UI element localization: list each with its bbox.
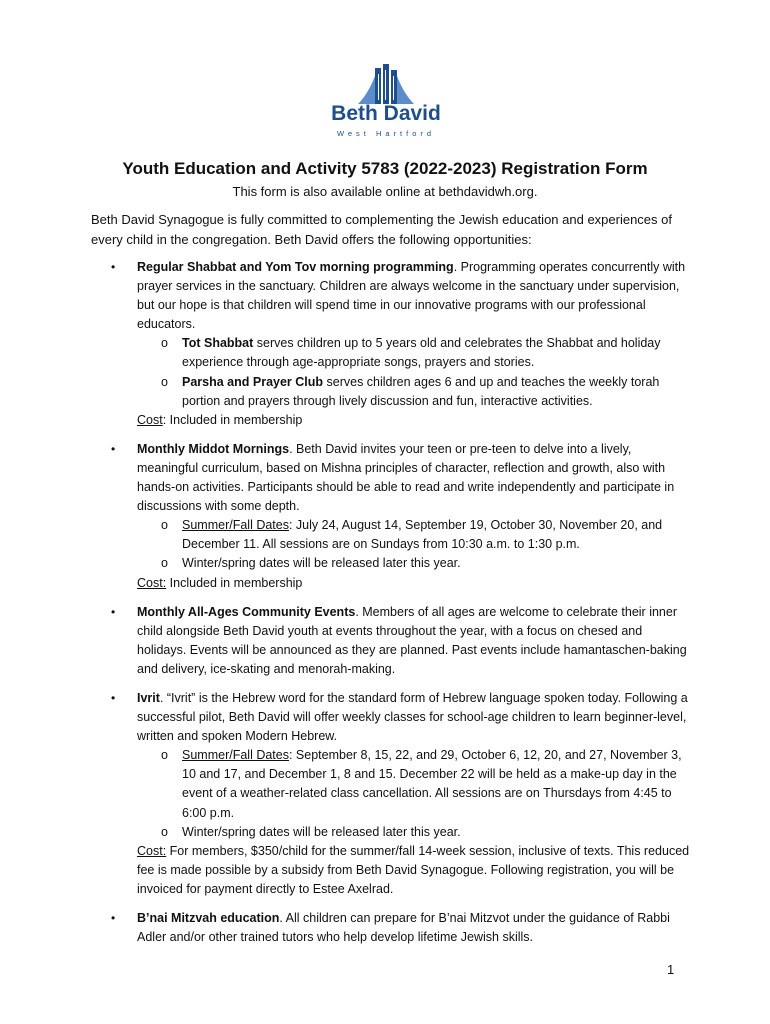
form-title: Youth Education and Activity 5783 (2022-2023) Registration Form (122, 159, 648, 178)
item-text: : July 24, August 14, September 19, October 30, November 20, and December 11. All sessions are on Sundays from 10:30 a.m. to 1:30 p.m. (182, 518, 663, 552)
program-list (91, 258, 691, 957)
intro-paragraph: Beth David Synagogue is fully committed to complementing the Jewish education and experiences of every child in the congregation. Beth David offers the following opportunities: (91, 212, 672, 247)
section-body (137, 909, 691, 947)
section-text: . “Ivrit” is the Hebrew word for the standard form of Hebrew language spoken today. Following a successful pilot, Beth David will offer weekly classes for school-age children to learn beginner-level, written and spoken Modern Hebrew. (137, 690, 688, 744)
item-text: : September 8, 15, 22, and 29, October 6, 12, 20, and 27, November 3, 10 and 17, and December 1, 8 and 15. December 22 will be held as a make-up day in the event of a weather-related class cancellation. All sessions are on Thursdays from 4:45 to 6:00 p.m. (182, 748, 682, 820)
section-text: . Beth David invites your teen or pre-teen to delve into a lively, meaningful curriculum, based on Mishna principles of character, reflection and growth, also with hands-on activities. Participants should be able to read and write independently and participate in discussions with some depth. (137, 441, 675, 514)
section-community-events (91, 603, 691, 679)
logo-name: Beth David (331, 102, 441, 125)
form-subtitle: This form is also available online at bethdavidwh.org. (232, 184, 538, 199)
page-number: 1 (667, 962, 675, 977)
list-item (137, 334, 691, 372)
list-item (137, 373, 691, 411)
item-lead: Summer/Fall Dates (182, 518, 289, 533)
sub-list (137, 334, 691, 410)
beth-david-logo (322, 64, 450, 138)
section-ivrit (91, 689, 691, 899)
section-heading: Monthly All-Ages Community Events (137, 604, 356, 619)
item-lead: Summer/Fall Dates (182, 748, 289, 763)
section-body (137, 603, 691, 679)
sub-list (137, 516, 691, 573)
circle-bullet-icon: o (161, 336, 168, 351)
section-text: . All children can prepare for B’nai Mitzvot under the guidance of Rabbi Adler and/or other trained tutors who help develop lifetime Jewish skills. (137, 911, 670, 945)
section-body (137, 258, 691, 334)
bullet-icon: • (111, 260, 116, 274)
circle-bullet-icon: o (161, 824, 168, 839)
section-text: . Members of all ages are welcome to celebrate their inner child alongside Beth David youth at events throughout the year, with a focus on chesed and holidays. Events will be announced as they are planned. Past events include hamantaschen-baking and delivery, ice-skating and menorah-making. (137, 604, 687, 676)
item-text: serves children up to 5 years old and celebrates the Shabbat and holiday experience through age-appropriate songs, prayers and stories. (182, 336, 661, 370)
cost-line (137, 842, 691, 899)
section-bnai-mitzvah (91, 909, 691, 947)
section-heading: Regular Shabbat and Yom Tov morning programming (137, 260, 454, 274)
logo-subtitle: West Hartford (336, 129, 436, 138)
item-text: serves children ages 6 and up and teaches the weekly torah portion and prayers through lively discussion and fun, interactive activities. (182, 374, 660, 408)
section-heading: Ivrit (137, 690, 160, 705)
section-middot-mornings (91, 440, 691, 593)
circle-bullet-icon: o (161, 374, 168, 389)
cost-label: Cost (137, 412, 163, 427)
bullet-icon: • (111, 911, 116, 925)
cost-line (137, 574, 691, 593)
cost-line (137, 411, 691, 430)
section-body (137, 440, 691, 516)
list-item (137, 823, 691, 842)
item-text: Winter/spring dates will be released later this year. (182, 824, 461, 839)
cost-text: Included in membership (166, 575, 303, 590)
item-lead: Parsha and Prayer Club (182, 374, 324, 389)
list-item (137, 554, 691, 573)
section-body (137, 689, 691, 746)
sub-list (137, 746, 691, 841)
building-icon (322, 64, 450, 104)
cost-text: For members, $350/child for the summer/fall 14-week session, inclusive of texts. This reduced fee is made possible by a subsidy from Beth David Synagogue. Following registration, you will be invoiced for payment directly to Estee Axelrad. (137, 843, 690, 896)
circle-bullet-icon: o (161, 748, 168, 763)
circle-bullet-icon: o (161, 518, 168, 533)
item-text: Winter/spring dates will be released later this year. (182, 556, 461, 571)
item-lead: Tot Shabbat (182, 336, 254, 351)
bullet-icon: • (111, 441, 116, 456)
list-item (137, 516, 691, 554)
list-item (137, 746, 691, 822)
cost-text: : Included in membership (162, 412, 303, 427)
section-shabbat-programming (91, 258, 691, 430)
circle-bullet-icon: o (161, 556, 168, 571)
bullet-icon: • (111, 604, 116, 619)
cost-label: Cost: (137, 843, 167, 858)
bullet-icon: • (111, 690, 116, 705)
section-heading: Monthly Middot Mornings (137, 441, 290, 456)
section-heading: B’nai Mitzvah education (137, 911, 280, 925)
section-text: . Programming operates concurrently with prayer services in the sanctuary. Children are always welcome in the sanctuary under supervision, but our hope is that children will spend time in our innovative programs with our professional educators. (137, 260, 686, 332)
cost-label: Cost: (137, 575, 167, 590)
